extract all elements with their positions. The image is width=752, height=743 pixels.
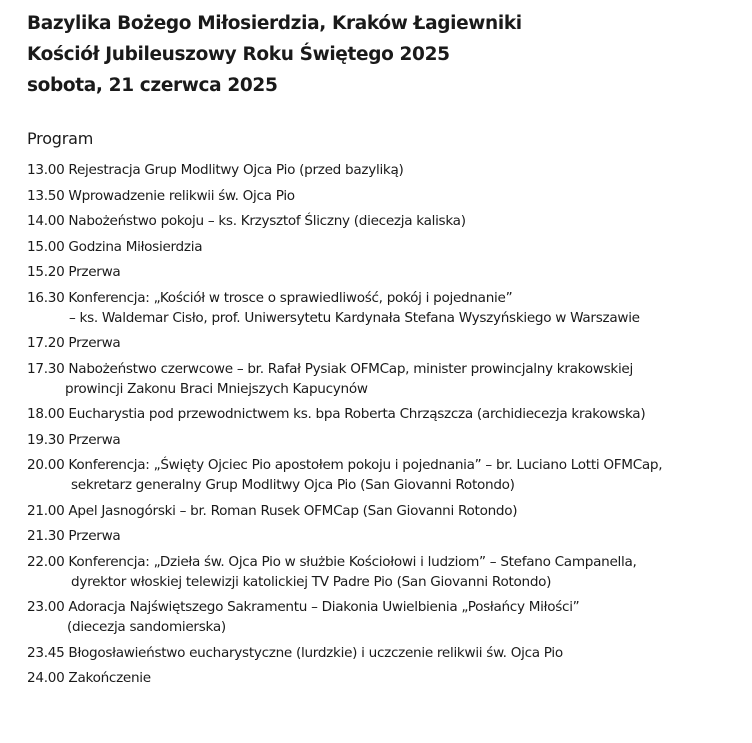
program-item-line: 21.30 Przerwa — [27, 528, 121, 544]
program-item-line: 15.20 Przerwa — [27, 264, 121, 280]
program-item-line: 17.20 Przerwa — [27, 335, 121, 351]
program-item-line: 19.30 Przerwa — [27, 431, 121, 448]
program-item-line: 14.00 Nabożeństwo pokoju – ks. Krzysztof Śliczny (diecezja kaliska) — [27, 213, 466, 229]
program-item — [27, 359, 752, 399]
program-item-continuation: sekretarz generalny Grup Modlitwy Ojca Pio (San Giovanni Rotondo) — [71, 477, 515, 493]
program-item — [27, 211, 752, 231]
program-item — [27, 186, 752, 206]
program-item-line: 18.00 Eucharystia pod przewodnictwem ks. bpa Roberta Chrząszcza (archidiecezja krakowska) — [27, 406, 646, 422]
program-item-line: 22.00 Konferencja: „Dzieła św. Ojca Pio w służbie Kościołowi i ludziom” – Stefano Campanella, — [27, 553, 637, 570]
header-church-title: Kościół Jubileuszowy Roku Świętego 2025 — [27, 44, 450, 65]
program-item-line: 17.30 Nabożeństwo czerwcowe – br. Rafał Pysiak OFMCap, minister prowincjalny krakowskiej — [27, 360, 633, 377]
program-item-line: 15.00 Godzina Miłosierdzia — [27, 238, 203, 255]
program-item-continuation: dyrektor włoskiej telewizji katolickiej TV Padre Pio (San Giovanni Rotondo) — [71, 573, 552, 590]
program-item-line: 16.30 Konferencja: „Kościół w trosce o sprawiedliwość, pokój i pojednanie” — [27, 289, 513, 306]
program-item — [27, 455, 752, 495]
program-item-line: 20.00 Konferencja: „Święty Ojciec Pio apostołem pokoju i pojednania” – br. Luciano Lotti OFMCap, — [27, 457, 663, 473]
header-venue: Bazylika Bożego Miłosierdzia, Kraków Łagiewniki — [27, 13, 522, 34]
program-item — [27, 552, 752, 592]
program-item — [27, 597, 752, 637]
program-item-line: 24.00 Zakończenie — [27, 670, 151, 686]
program-list — [27, 160, 752, 688]
program-item-line: 23.45 Błogosławieństwo eucharystyczne (lurdzkie) i uczczenie relikwii św. Ojca Pio — [27, 644, 563, 661]
program-item — [27, 643, 752, 663]
program-item-line: 13.50 Wprowadzenie relikwii św. Ojca Pio — [27, 187, 295, 204]
program-item — [27, 430, 752, 450]
program-item — [27, 262, 752, 282]
program-item — [27, 333, 752, 353]
program-item — [27, 237, 752, 257]
program-item-continuation: prowincji Zakonu Braci Mniejszych Kapucynów — [65, 380, 368, 397]
program-item-line: 21.00 Apel Jasnogórski – br. Roman Rusek OFMCap (San Giovanni Rotondo) — [27, 502, 518, 519]
program-item-line: 23.00 Adoracja Najświętszego Sakramentu – Diakonia Uwielbienia „Posłańcy Miłości” — [27, 599, 580, 615]
program-item-continuation: – ks. Waldemar Cisło, prof. Uniwersytetu Kardynała Stefana Wyszyńskiego w Warszawie — [69, 309, 640, 326]
program-item — [27, 404, 752, 424]
program-item — [27, 668, 752, 688]
program-item-line: 13.00 Rejestracja Grup Modlitwy Ojca Pio (przed bazyliką) — [27, 162, 404, 178]
program-item — [27, 501, 752, 521]
program-item — [27, 288, 752, 328]
program-item — [27, 160, 752, 180]
document-header — [27, 8, 752, 101]
header-date: sobota, 21 czerwca 2025 — [27, 75, 278, 96]
program-heading: Program — [27, 129, 94, 148]
program-item-continuation: (diecezja sandomierska) — [67, 619, 226, 635]
program-item — [27, 526, 752, 546]
